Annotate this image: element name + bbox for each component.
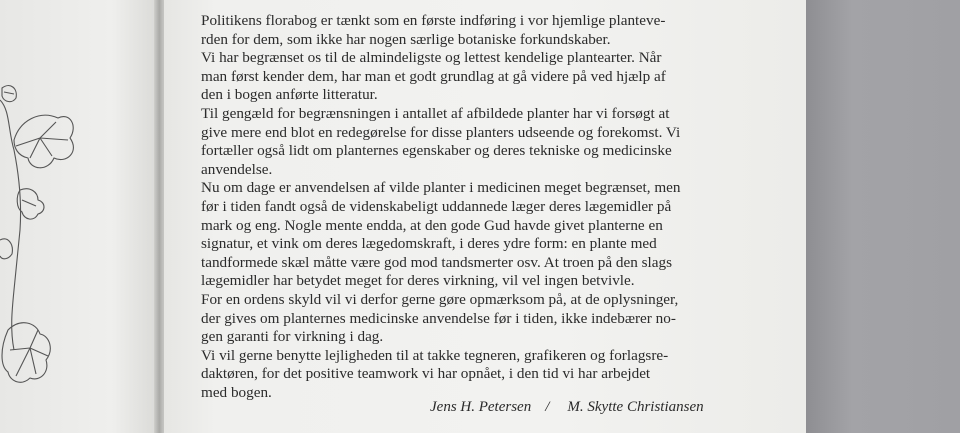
text-line: tandformede skæl måtte være god mod tandsmerter osv. At troen på den slags xyxy=(201,253,672,271)
text-line: den i bogen anførte litteratur. xyxy=(201,86,378,104)
text-line: før i tiden fandt også de videnskabeligt uddannede læger deres lægemidler på xyxy=(201,197,672,215)
text-line: Vi vil gerne benytte lejligheden til at takke tegneren, grafikeren og forlagsre- xyxy=(201,346,669,364)
text-line: Vi har begrænset os til de almindeligste og lettest kendelige plantearter. Når xyxy=(201,49,662,67)
authors-signature xyxy=(430,399,704,416)
text-line: signatur, et vink om deres lægedomskraft, i deres ydre form: en plante med xyxy=(201,235,657,253)
text-line: Til gengæld for begrænsningen i antallet af afbildede planter har vi forsøgt at xyxy=(201,104,670,122)
text-line: give mere end blot en redegørelse for disse planters udseende og forekomst. Vi xyxy=(201,123,681,141)
text-line: fortæller også lidt om planternes egenskaber og deres tekniske og medicinske xyxy=(201,142,672,160)
text-line: med bogen. xyxy=(201,383,272,401)
background-surface xyxy=(806,0,960,433)
text-line: Nu om dage er anvendelsen af vilde planter i medicinen meget begrænset, men xyxy=(201,179,681,197)
author-name: Jens H. Petersen xyxy=(430,399,532,415)
author-name: M. Skytte Christiansen xyxy=(567,399,704,415)
preface-text xyxy=(201,12,741,402)
text-line: der gives om planternes medicinske anvendelse før i tiden, ikke indebærer no- xyxy=(201,309,676,327)
text-line: lægemidler har betydet meget for deres virkning, vil vel ingen betvivle. xyxy=(201,272,635,290)
text-line: rden for dem, som ikke har nogen særlige botaniske forkundskaber. xyxy=(201,30,611,48)
text-line: daktøren, for det positive teamwork vi har opnået, i den tid vi har arbejdet xyxy=(201,365,651,383)
text-line: gen garanti for virkning i dag. xyxy=(201,328,384,346)
left-page xyxy=(0,0,160,433)
text-line: Politikens florabog er tænkt som en første indføring i vor hjemlige planteve- xyxy=(201,12,666,29)
text-line: man først kender dem, har man et godt grundlag at gå videre på ved hjælp af xyxy=(201,67,666,85)
text-line: For en ordens skyld vil vi derfor gerne gøre opmærksom på, at de oplysninger, xyxy=(201,290,679,308)
text-line: anvendelse. xyxy=(201,160,273,178)
author-separator: / xyxy=(545,399,550,415)
text-line: mark og eng. Nogle mente endda, at den gode Gud havde givet planterne en xyxy=(201,216,663,234)
ivy-leaf-drawing-icon xyxy=(0,60,160,433)
